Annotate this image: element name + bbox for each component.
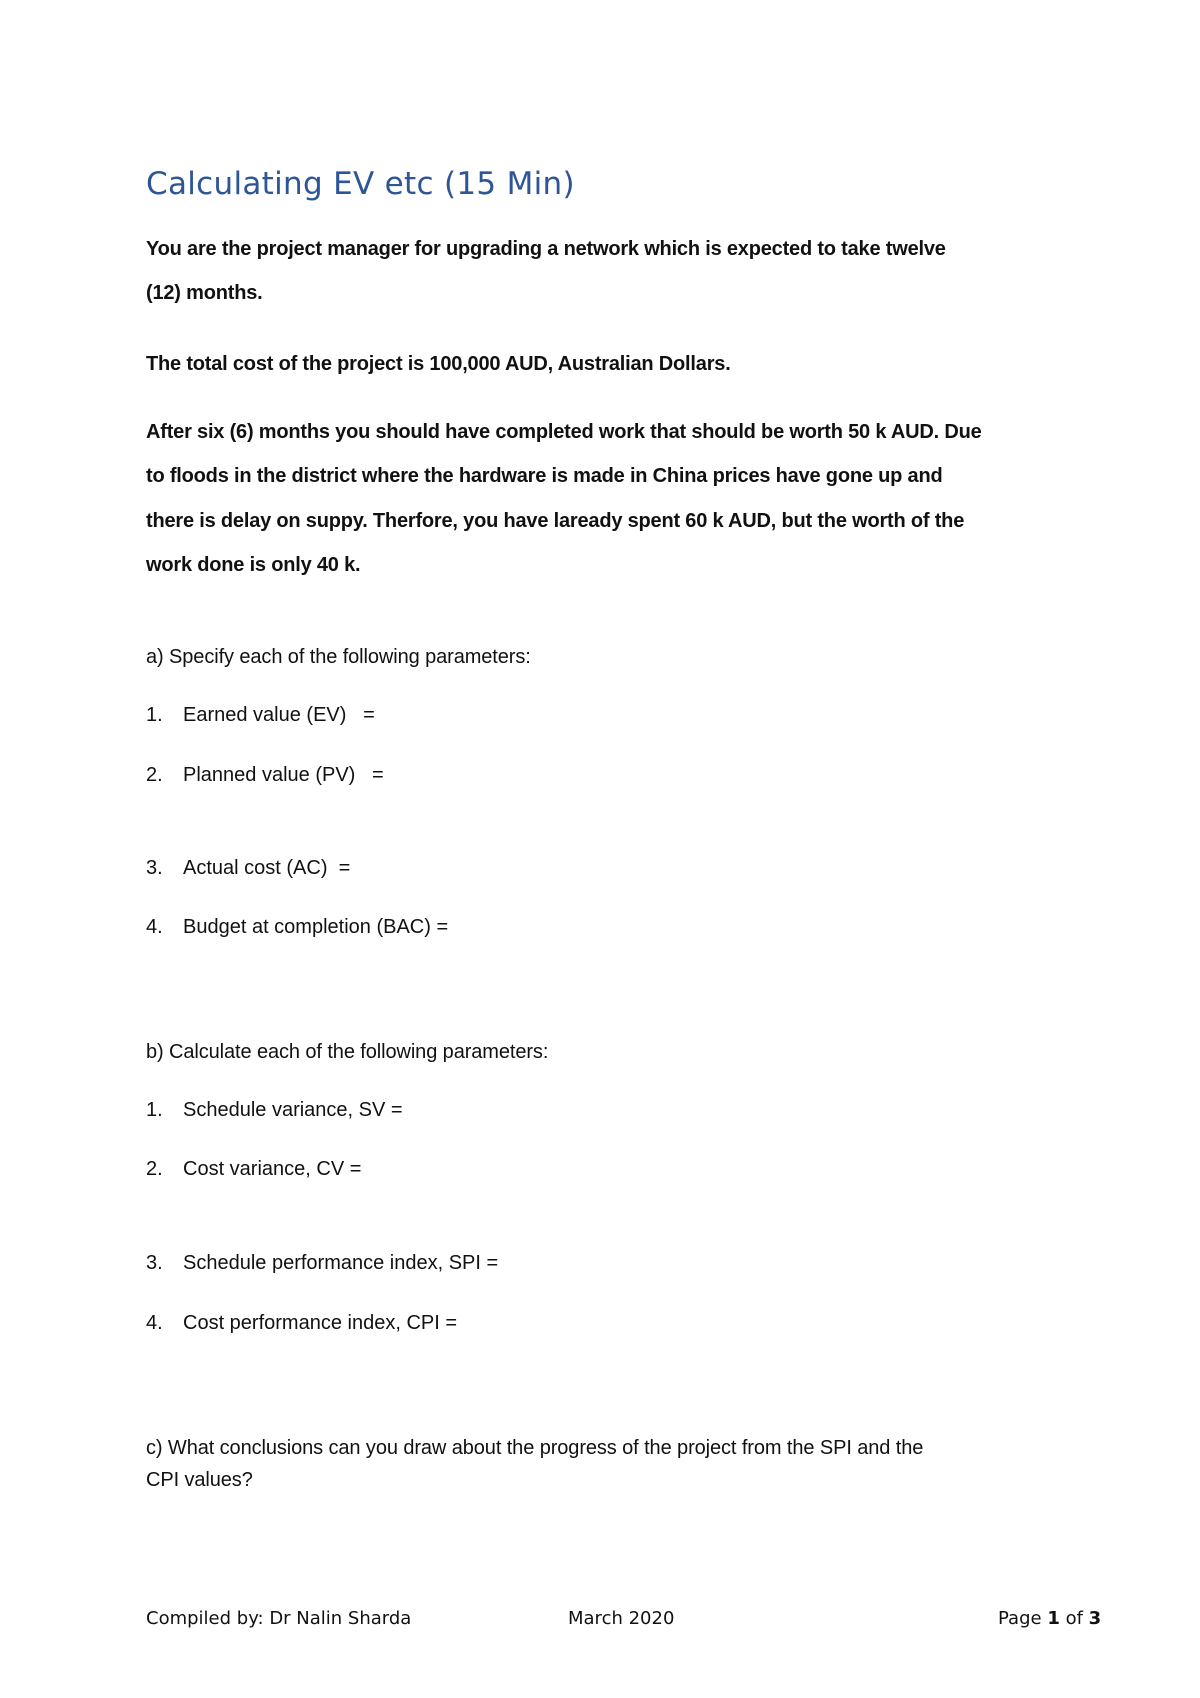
item-text: Schedule variance, SV = — [183, 1099, 403, 1121]
section-a-item — [146, 857, 350, 880]
footer-author: Compiled by: Dr Nalin Sharda — [146, 1608, 412, 1629]
item-text: Cost variance, CV = — [183, 1158, 362, 1180]
section-c-question-line-2: CPI values? — [146, 1469, 253, 1491]
item-number: 2. — [146, 1158, 163, 1180]
item-text: Cost performance index, CPI = — [183, 1312, 458, 1334]
scenario-line-2: to floods in the district where the hardware is made in China prices have gone up and — [146, 465, 943, 487]
item-text: Earned value (EV) = — [183, 704, 375, 726]
section-a-item — [146, 704, 375, 727]
total-cost-line: The total cost of the project is 100,000 AUD, Australian Dollars. — [146, 353, 731, 375]
item-text: Schedule performance index, SPI = — [183, 1252, 499, 1274]
section-b-item — [146, 1158, 361, 1181]
page-prefix: Page — [998, 1608, 1048, 1629]
section-b-heading: b) Calculate each of the following parameters: — [146, 1041, 549, 1063]
scenario-line-1: After six (6) months you should have completed work that should be worth 50 k AUD. Due — [146, 421, 982, 443]
item-number: 1. — [146, 704, 163, 726]
item-number: 2. — [146, 764, 163, 786]
item-number: 3. — [146, 857, 163, 879]
intro-line-1: You are the project manager for upgrading a network which is expected to take twelve — [146, 238, 946, 260]
scenario-line-4: work done is only 40 k. — [146, 554, 361, 576]
section-c-question-line-1: c) What conclusions can you draw about the progress of the project from the SPI and the — [146, 1437, 924, 1459]
item-number: 4. — [146, 916, 163, 938]
item-text: Budget at completion (BAC) = — [183, 916, 449, 938]
item-number: 1. — [146, 1099, 163, 1121]
item-number: 4. — [146, 1312, 163, 1334]
item-text: Planned value (PV) = — [183, 764, 384, 786]
total-pages: 3 — [1088, 1608, 1102, 1629]
section-a-heading: a) Specify each of the following parameters: — [146, 646, 531, 668]
section-a-item — [146, 916, 448, 939]
section-b-item — [146, 1252, 498, 1275]
page-title: Calculating EV etc (15 Min) — [146, 166, 575, 202]
section-b-item — [146, 1099, 403, 1122]
current-page: 1 — [1047, 1608, 1060, 1629]
item-text: Actual cost (AC) = — [183, 857, 351, 879]
scenario-line-3: there is delay on suppy. Therfore, you have laready spent 60 k AUD, but the worth of the — [146, 510, 965, 532]
item-number: 3. — [146, 1252, 163, 1274]
section-a-item — [146, 764, 384, 787]
page-separator: of — [1059, 1608, 1089, 1629]
intro-line-2: (12) months. — [146, 282, 263, 304]
footer-page-number — [998, 1608, 1101, 1629]
section-b-item — [146, 1312, 457, 1335]
footer-date: March 2020 — [568, 1608, 675, 1629]
